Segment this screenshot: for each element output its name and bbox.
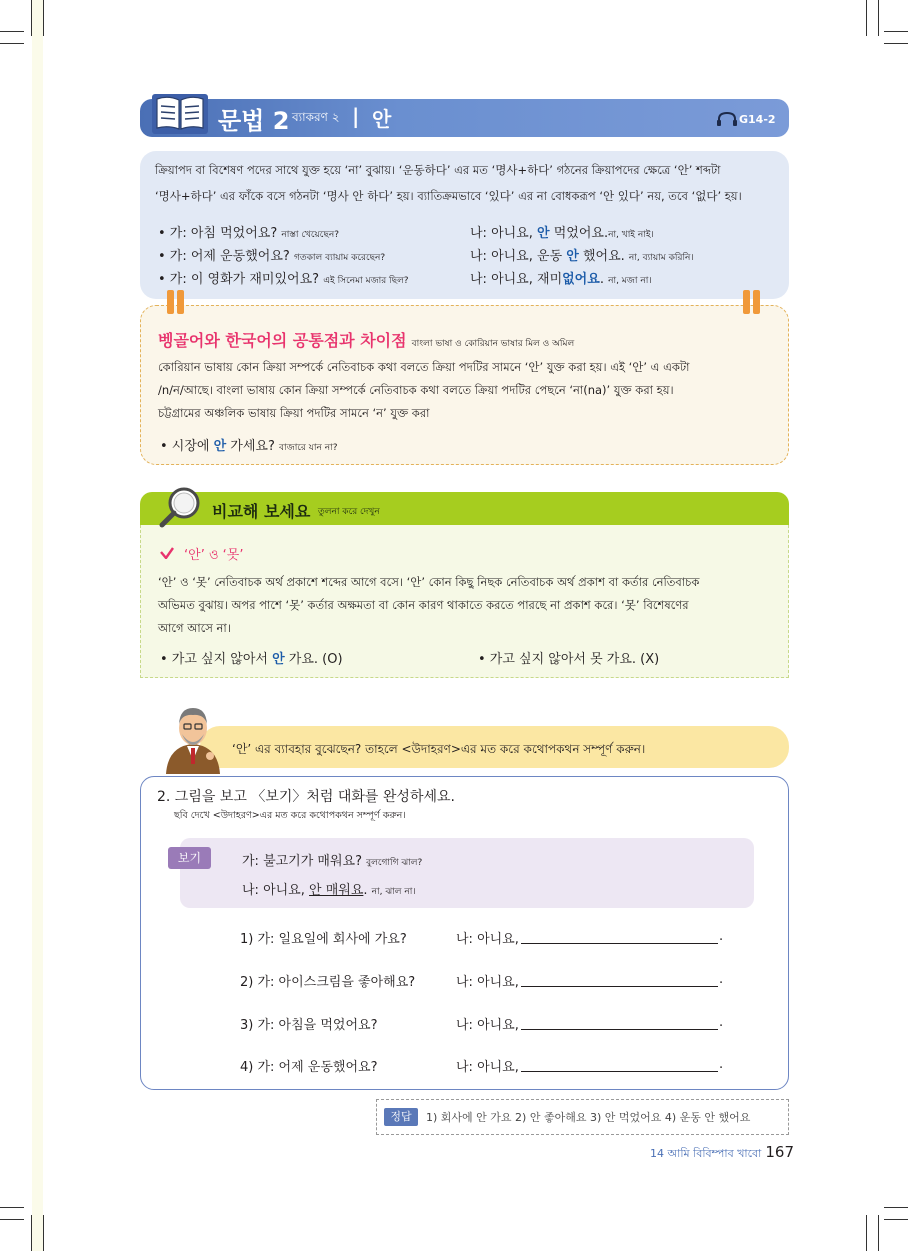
answer-blank[interactable] bbox=[521, 1071, 718, 1072]
exercise-question: 4) 가: 어제 운동했어요? bbox=[240, 1060, 378, 1075]
example-question-translation: গতকাল ব্যায়াম করেছেন? bbox=[293, 253, 386, 263]
comparison-title bbox=[158, 328, 574, 351]
audio-track-code[interactable]: G14-2 bbox=[739, 113, 776, 126]
answer-blank[interactable] bbox=[521, 943, 718, 944]
title-separator: | bbox=[352, 104, 360, 128]
compare-try-example-text: • 가고 싶지 않아서 bbox=[160, 652, 273, 667]
exercise-answer-prefix: 나: 아니요, bbox=[456, 1018, 519, 1033]
exercise-question: 3) 가: 아침을 먹었어요? bbox=[240, 1018, 378, 1033]
answer-key-text: 1) 회사에 안 가요 2) 안 좋아해요 3) 안 먹었어요 4) 운동 안 했어요 bbox=[426, 1111, 751, 1124]
answer-blank[interactable] bbox=[521, 986, 718, 987]
answer-period: . bbox=[719, 1057, 724, 1072]
comparison-example-text: • 시장에 bbox=[160, 439, 214, 454]
comparison-title-part: 한국어의 공통점과 차이점 bbox=[225, 331, 407, 350]
example-answer-text: 했어요. bbox=[578, 249, 625, 264]
quote-mark-icon bbox=[743, 290, 763, 314]
crop-mark bbox=[866, 0, 867, 36]
example-question bbox=[158, 222, 339, 242]
example-question bbox=[158, 245, 385, 265]
example-answer-highlight: 안 bbox=[537, 226, 550, 241]
comparison-title-translation: বাংলা ভাষা ও কোরিয়ান ভাষার মিল ও অমিল bbox=[411, 339, 575, 349]
check-icon bbox=[160, 547, 174, 559]
exercise-instruction: ছবি দেখে <উদাহরণ>এর মত করে কথোপকথন সম্পূর্ণ করুন। bbox=[174, 810, 406, 821]
crop-mark bbox=[884, 1207, 908, 1208]
example-answer-text: 나: 아니요, bbox=[470, 226, 538, 241]
example-answer-text: 먹었어요. bbox=[549, 226, 609, 241]
exercise-answer-prefix: 나: 아니요, bbox=[456, 1060, 519, 1075]
quote-mark-icon bbox=[167, 290, 187, 314]
compare-try-line-1: ‘안’ ও ‘못’ নেতিবাচক অর্থ প্রকাশে শব্দের আগে বসে। ‘안’ কোন কিছু নিছক নেতিবাচক অর্থ প্রকাশ বা কর্তার নেতিবাচক bbox=[158, 575, 700, 589]
comparison-line-1: কোরিয়ান ভাষায় কোন ক্রিয়া সম্পর্কে নেতিবাচক কথা বলতে ক্রিয়া পদটির সামনে ‘안’ যুক্ত করা হয়। এই ‘안’ এ একটা bbox=[158, 360, 690, 374]
example-answer-highlight: 안 bbox=[566, 249, 579, 264]
page-edge-strip bbox=[32, 0, 43, 1251]
answer-period: . bbox=[719, 1015, 724, 1030]
example-answer-text: 나: 아니요, 재미 bbox=[470, 272, 563, 287]
compare-try-line-3: আগে আসে না। bbox=[158, 621, 231, 635]
example-answer bbox=[470, 222, 654, 242]
comparison-example-highlight: 안 bbox=[213, 439, 227, 454]
exercise-answer-prefix: 나: 아니요, bbox=[456, 975, 519, 990]
crop-mark bbox=[884, 1219, 908, 1220]
crop-mark bbox=[878, 0, 879, 36]
grammar-topic: 안 bbox=[372, 107, 392, 131]
example-dialog-question-translation: বুলগোগি ঝাল? bbox=[366, 858, 423, 868]
headphones-icon[interactable] bbox=[716, 111, 738, 127]
compare-try-example-correct bbox=[160, 648, 343, 667]
crop-mark bbox=[43, 0, 44, 36]
exercise-title: 2. 그림을 보고 〈보기〉처럼 대화를 완성하세요. bbox=[157, 789, 455, 805]
magnifier-icon bbox=[158, 485, 204, 531]
example-question-text: • 가: 어제 운동했어요? bbox=[158, 249, 290, 264]
compare-try-example-highlight: 안 bbox=[272, 652, 285, 667]
example-dialog-answer bbox=[242, 879, 416, 899]
compare-try-title-translation: তুলনা করে দেখুন bbox=[318, 507, 380, 517]
example-question bbox=[158, 268, 409, 288]
crop-mark bbox=[866, 1215, 867, 1251]
compare-try-subtitle: ‘안’ ও ‘못’ bbox=[184, 548, 244, 563]
exercise-question: 2) 가: 아이스크림을 좋아해요? bbox=[240, 975, 416, 990]
example-answer-translation: না, খাই নাই। bbox=[608, 230, 654, 240]
page-footer bbox=[650, 1143, 794, 1164]
crop-mark bbox=[878, 1215, 879, 1251]
comparison-example bbox=[160, 435, 338, 455]
example-tag: 보기 bbox=[168, 847, 211, 869]
crop-mark bbox=[884, 43, 908, 44]
comparison-example-text: 가세요? bbox=[226, 439, 275, 454]
crop-mark bbox=[0, 1219, 24, 1220]
page-number: 167 bbox=[765, 1143, 794, 1161]
comparison-line-3: চট্টগ্রামের অঞ্চলিক ভাষায় ক্রিয়া পদটির সামনে ‘ন’ যুক্ত করা bbox=[158, 406, 430, 420]
example-answer-text: 나: 아니요, 운동 bbox=[470, 249, 567, 264]
explanation-line-2: ‘명사+하다’ এর ফাঁকে বসে গঠনটা ‘명사 안 하다’ হয়। ব্যাতিক্রমভাবে ‘있다’ এর না বোধকরূপ ‘안 있다’ নয়, তবে ‘없다’ হয়। bbox=[155, 189, 742, 203]
example-dialog-answer-underlined: 안 매워요 bbox=[309, 883, 364, 898]
example-dialog-question-text: 가: 불고기가 매워요? bbox=[242, 854, 363, 869]
crop-mark bbox=[0, 1207, 24, 1208]
crop-mark bbox=[43, 1215, 44, 1251]
example-dialog-question bbox=[242, 850, 422, 870]
example-dialog-answer-text: . bbox=[363, 883, 368, 898]
example-dialog-answer-text: 나: 아니요, bbox=[242, 883, 310, 898]
compare-try-example-text: 가요. (O) bbox=[284, 652, 343, 667]
comparison-title-part: 벵골어와 bbox=[158, 331, 226, 350]
explanation-line-1: ক্রিয়াপদ বা বিশেষণ পদের সাথে যুক্ত হয়ে ‘না’ বুঝায়। ‘운동하다’ এর মত ‘명사+하다’ গঠনের ক্রিয়াপদের ক্ষেত্রে ‘안’ শব্দটা bbox=[155, 163, 721, 177]
example-answer bbox=[470, 268, 652, 288]
comparison-line-2: /n/ন/আছে। বাংলা ভাষায় কোন ক্রিয়া সম্পর্কে নেতিবাচক কথা বলতে ক্রিয়া পদটির পেছনে ‘না(na)’ যুক্ত করা হয়। bbox=[158, 383, 674, 397]
grammar-title: 문법 2 bbox=[218, 107, 290, 135]
answer-period: . bbox=[719, 972, 724, 987]
example-answer bbox=[470, 245, 694, 265]
compare-try-title: 비교해 보세요 bbox=[212, 502, 311, 521]
example-question-text: • 가: 아침 먹었어요? bbox=[158, 226, 278, 241]
bubble-text: ‘안’ এর ব্যাবহার বুঝেছেন? তাহলে <উদাহরণ>এর মত করে কথোপকথন সম্পূর্ণ করুন। bbox=[232, 742, 646, 756]
crop-mark bbox=[0, 31, 24, 32]
answer-blank[interactable] bbox=[521, 1029, 718, 1030]
teacher-character-icon bbox=[160, 700, 226, 774]
compare-try-example-wrong: • 가고 싶지 않아서 못 가요. (X) bbox=[478, 652, 660, 667]
crop-mark bbox=[884, 31, 908, 32]
example-question-text: • 가: 이 영화가 재미있어요? bbox=[158, 272, 320, 287]
exercise-answer-prefix: 나: 아니요, bbox=[456, 932, 519, 947]
comparison-example-translation: বাজারে যান না? bbox=[279, 443, 338, 453]
example-answer-highlight: 없어요 bbox=[562, 272, 600, 287]
answer-period: . bbox=[719, 929, 724, 944]
example-dialog-answer-translation: না, ঝাল না। bbox=[371, 887, 416, 897]
chapter-label: 14 আমি বিবিম্পাব খাবো bbox=[650, 1147, 762, 1160]
book-icon bbox=[151, 93, 209, 135]
exercise-question: 1) 가: 일요일에 회사에 가요? bbox=[240, 932, 407, 947]
example-question-translation: নাস্তা খেয়েছেন? bbox=[281, 230, 340, 240]
grammar-subtitle: ব্যাকরণ ২ bbox=[292, 110, 340, 124]
example-question-translation: এই সিনেমা মজার ছিল? bbox=[323, 276, 409, 286]
example-answer-text: . bbox=[599, 272, 604, 287]
example-answer-translation: না, ব্যায়াম করিনি। bbox=[628, 253, 694, 263]
compare-try-line-2: অভিমত বুঝায়। অপর পাশে ‘못’ কর্তার অক্ষমতা বা কোন কারণ থাকাতে করতে পারছে না প্রকাশ করে। ‘못’ বিশেষণের bbox=[158, 598, 689, 612]
crop-mark bbox=[0, 43, 24, 44]
answer-key-tag: 정답 bbox=[384, 1108, 418, 1126]
example-answer-translation: না, মজা না। bbox=[608, 276, 652, 286]
